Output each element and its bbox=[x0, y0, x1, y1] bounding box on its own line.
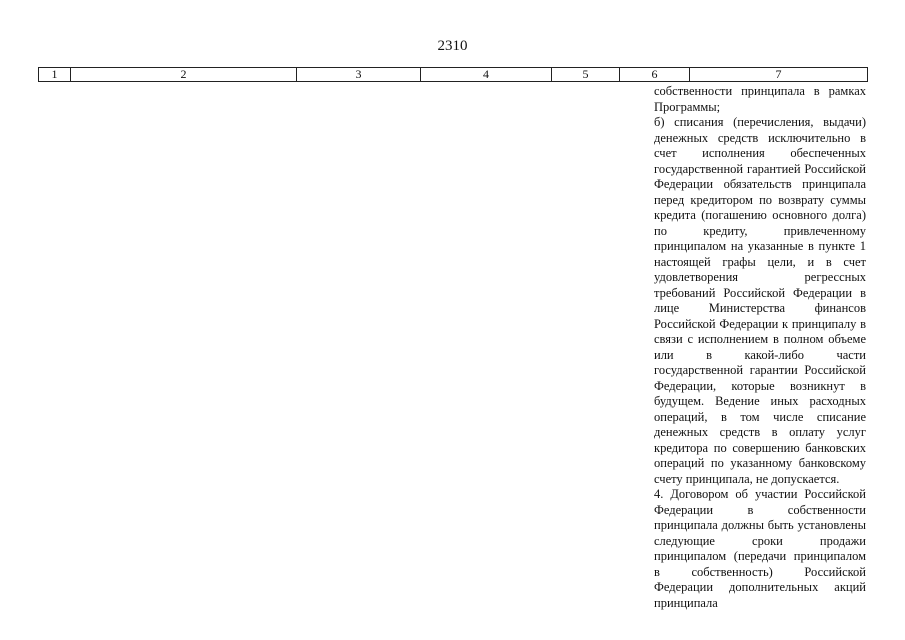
column-header-4: 4 bbox=[421, 68, 552, 81]
column-header-1: 1 bbox=[39, 68, 71, 81]
paragraph-item-4: 4. Договором об участии Российской Федерации в собственности принципала должны быть установлены следующие сроки продажи принципалом (передачи принципалом в собственность) Российской Федерации дополнительных акций принципала bbox=[654, 487, 866, 610]
column-header-2: 2 bbox=[71, 68, 297, 81]
table-header-row bbox=[38, 67, 868, 82]
column-header-3: 3 bbox=[297, 68, 421, 81]
page-number: 2310 bbox=[437, 38, 468, 54]
column-7-text bbox=[654, 84, 866, 611]
paragraph-continuation: собственности принципала в рамках Программы; bbox=[654, 84, 866, 114]
column-header-6: 6 bbox=[620, 68, 690, 81]
column-header-7: 7 bbox=[775, 67, 782, 81]
paragraph-subitem-b: б) списания (перечисления, выдачи) денежных средств исключительно в счет исполнения обеспеченных государственной гарантией Российской Федерации обязательств принципала перед кредитором по возврату суммы кредита (погашению основного долга) по кредиту, привлеченному принципалом на указанные в пункте 1 настоящей графы цели, и в счет удовлетворения регрессных требований Российской Федерации в лице Министерства финансов Российской Федерации к принципалу в связи с исполнением в полном объеме или в какой-либо части государственной гарантии Российской Федерации, которые возникнут в будущем. Ведение иных расходных операций, в том числе списание денежных средств в оплату услуг кредитора по совершению банковских операций по указанному банковскому счету принципала, не допускается. bbox=[654, 115, 866, 486]
column-header-5: 5 bbox=[552, 68, 620, 81]
